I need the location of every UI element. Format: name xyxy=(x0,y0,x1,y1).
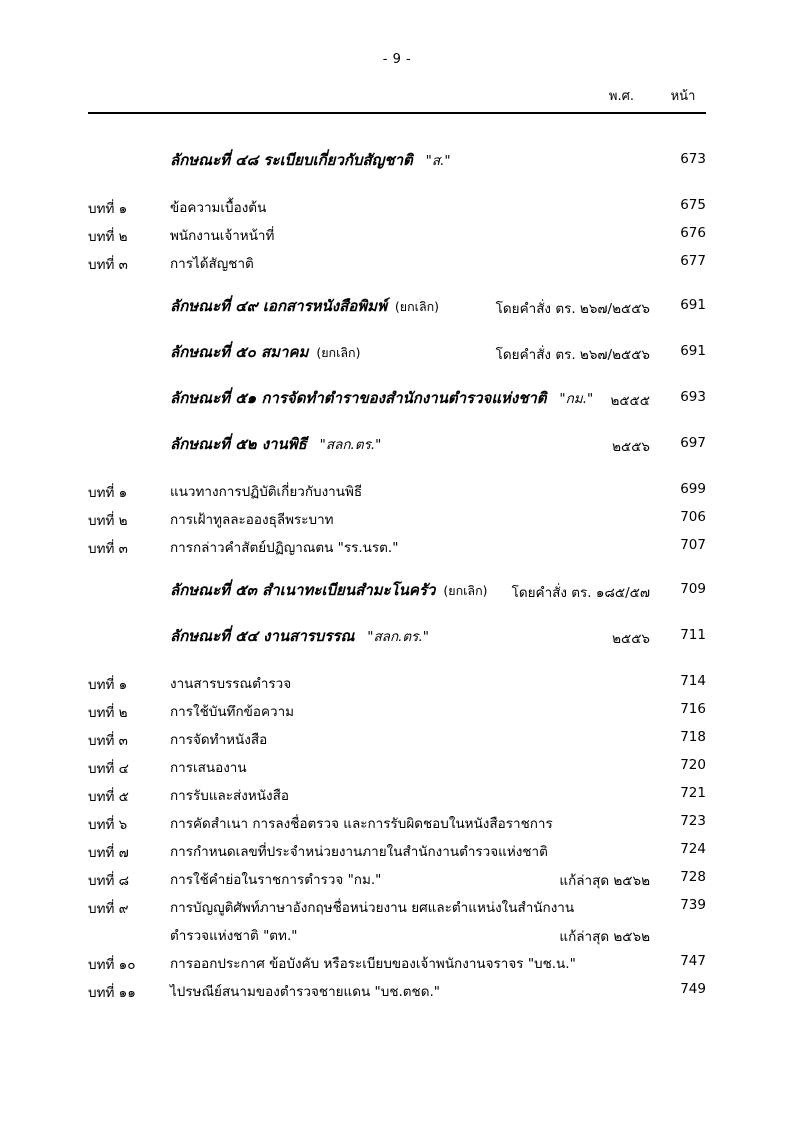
toc-section-title[interactable]: ลักษณะที่ ๔๙ เอกสารหนังสือพิมพ์ (ยกเลิก) xyxy=(170,297,440,315)
toc-section-row xyxy=(88,578,706,608)
toc-chapter-label: บทที่ ๑๑ xyxy=(88,985,136,1001)
toc-entry-page-number[interactable]: 677 xyxy=(680,253,706,269)
toc-entry-page-number[interactable]: 747 xyxy=(680,953,706,969)
toc-chapter-row xyxy=(88,670,706,698)
column-header-page: หน้า xyxy=(670,89,696,104)
header-divider-rule xyxy=(88,112,706,114)
toc-chapter-label: บทที่ ๕ xyxy=(88,789,129,805)
toc-chapter-label: บทที่ ๗ xyxy=(88,845,129,861)
toc-section-title[interactable]: ลักษณะที่ ๔๘ ระเบียบเกี่ยวกับสัญชาติ "ส." xyxy=(170,151,451,169)
column-headers xyxy=(88,85,706,105)
toc-chapter-label: บทที่ ๖ xyxy=(88,817,128,833)
toc-entry-page-number[interactable]: 714 xyxy=(680,673,706,689)
toc-entry-page-number[interactable]: 693 xyxy=(680,389,706,405)
toc-entry-title[interactable]: ข้อความเบื้องต้น xyxy=(170,200,267,216)
toc-entry-page-number[interactable]: 699 xyxy=(680,481,706,497)
toc-entry-page-number[interactable]: 707 xyxy=(680,537,706,553)
toc-entry-page-number[interactable]: 739 xyxy=(680,897,706,913)
toc-chapter-label: บทที่ ๒ xyxy=(88,229,128,245)
toc-chapter-row xyxy=(88,838,706,866)
toc-section-note: (ยกเลิก) xyxy=(435,583,488,598)
toc-entry-page-number[interactable]: 716 xyxy=(680,701,706,717)
page-folio-number: - 9 - xyxy=(382,52,412,67)
toc-entry-page-number[interactable]: 676 xyxy=(680,225,706,241)
toc-chapter-label: บทที่ ๙ xyxy=(88,901,129,917)
toc-section-row xyxy=(88,148,706,178)
toc-chapter-row xyxy=(88,726,706,754)
toc-chapter-row xyxy=(88,478,706,506)
toc-chapter-row xyxy=(88,950,706,978)
toc-section-row xyxy=(88,432,706,462)
toc-entry-page-number[interactable]: 723 xyxy=(680,813,706,829)
toc-section-abbreviation: "สลก.ตร." xyxy=(306,437,382,453)
toc-entry-title[interactable]: การจัดทำหนังสือ xyxy=(170,732,268,748)
toc-entry-page-number[interactable]: 691 xyxy=(680,343,706,359)
toc-entry-year: ๒๕๕๕ xyxy=(610,393,650,409)
toc-entry-year: ๒๕๕๖ xyxy=(612,439,650,455)
toc-entry-title[interactable]: การรับและส่งหนังสือ xyxy=(170,788,289,804)
toc-chapter-label: บทที่ ๓ xyxy=(88,257,128,273)
toc-entry-title[interactable]: การออกประกาศ ข้อบังคับ หรือระเบียบของเจ้าพนักงานจราจร "บช.น." xyxy=(170,956,576,972)
toc-section-abbreviation: "ส." xyxy=(412,153,451,169)
column-header-year: พ.ศ. xyxy=(608,89,634,104)
toc-section-note: (ยกเลิก) xyxy=(386,299,440,314)
toc-chapter-label: บทที่ ๘ xyxy=(88,873,130,889)
toc-entry-title[interactable]: การบัญญูติศัพท์ภาษาอังกฤษชื่อหน่วยงาน ยศและตำแหน่งในสำนักงาน xyxy=(170,900,575,916)
toc-entry-page-number[interactable]: 709 xyxy=(680,581,706,597)
toc-entry-title[interactable]: การใช้บันทึกข้อความ xyxy=(170,704,295,720)
toc-entry-title[interactable]: งานสารบรรณตำรวจ xyxy=(170,676,292,692)
toc-chapter-row xyxy=(88,506,706,534)
toc-entry-page-number[interactable]: 706 xyxy=(680,509,706,525)
toc-chapter-label: บทที่ ๑ xyxy=(88,485,128,501)
toc-entry-year: โดยคำสั่ง ตร. ๑๘๕/๕๗ xyxy=(511,585,650,601)
toc-entry-page-number[interactable]: 675 xyxy=(680,197,706,213)
toc-entry-year: โดยคำสั่ง ตร. ๒๖๗/๒๕๕๖ xyxy=(495,301,650,317)
toc-chapter-label: บทที่ ๒ xyxy=(88,513,128,529)
toc-entry-year: แก้ล่าสุด ๒๕๖๒ xyxy=(559,873,650,889)
toc-chapter-row xyxy=(88,782,706,810)
toc-continuation-row xyxy=(88,922,706,950)
toc-entry-title[interactable]: ตำรวจแห่งชาติ "ตท." xyxy=(170,928,298,944)
table-of-contents xyxy=(88,132,706,1006)
toc-chapter-row xyxy=(88,894,706,922)
toc-entry-page-number[interactable]: 697 xyxy=(680,435,706,451)
toc-section-title[interactable]: ลักษณะที่ ๕๒ งานพิธี "สลก.ตร." xyxy=(170,435,382,453)
toc-chapter-label: บทที่ ๒ xyxy=(88,705,128,721)
toc-entry-page-number[interactable]: 721 xyxy=(680,785,706,801)
toc-section-title[interactable]: ลักษณะที่ ๕๓ สำเนาทะเบียนสำมะโนครัว (ยกเลิก) xyxy=(170,581,488,599)
toc-entry-year: แก้ล่าสุด ๒๕๖๒ xyxy=(559,929,650,945)
toc-entry-page-number[interactable]: 711 xyxy=(680,627,706,643)
toc-chapter-label: บทที่ ๔ xyxy=(88,761,129,777)
toc-entry-page-number[interactable]: 720 xyxy=(680,757,706,773)
toc-chapter-label: บทที่ ๑ xyxy=(88,677,128,693)
toc-entry-page-number[interactable]: 718 xyxy=(680,729,706,745)
toc-entry-title[interactable]: การกล่าวคำสัตย์ปฏิญาณตน "รร.นรต." xyxy=(170,540,399,556)
toc-chapter-row xyxy=(88,810,706,838)
toc-section-note: (ยกเลิก) xyxy=(308,345,361,360)
toc-entry-title[interactable]: การกำหนดเลขที่ประจำหน่วยงานภายในสำนักงานตำรวจแห่งชาติ xyxy=(170,844,548,860)
toc-entry-title[interactable]: การได้สัญชาติ xyxy=(170,256,254,272)
toc-section-row xyxy=(88,340,706,370)
toc-chapter-label: บทที่ ๑๐ xyxy=(88,957,136,973)
toc-chapter-row xyxy=(88,754,706,782)
toc-chapter-label: บทที่ ๓ xyxy=(88,541,128,557)
toc-section-abbreviation: "สลก.ตร." xyxy=(354,629,429,645)
toc-entry-page-number[interactable]: 724 xyxy=(680,841,706,857)
toc-entry-title[interactable]: การคัดสำเนา การลงชื่อตรวจ และการรับผิดชอบในหนังสือราชการ xyxy=(170,816,553,832)
toc-entry-page-number[interactable]: 691 xyxy=(680,297,706,313)
toc-chapter-row xyxy=(88,698,706,726)
toc-chapter-row xyxy=(88,978,706,1006)
toc-section-title[interactable]: ลักษณะที่ ๕๑ การจัดทำตำราของสำนักงานตำรวจแห่งชาติ "กม." xyxy=(170,389,594,407)
toc-chapter-row xyxy=(88,534,706,562)
toc-section-row xyxy=(88,294,706,324)
toc-chapter-row xyxy=(88,250,706,278)
toc-section-title[interactable]: ลักษณะที่ ๕๐ สมาคม (ยกเลิก) xyxy=(170,343,361,361)
toc-entry-page-number[interactable]: 749 xyxy=(680,981,706,997)
toc-chapter-label: บทที่ ๑ xyxy=(88,201,128,217)
toc-chapter-row xyxy=(88,866,706,894)
toc-entry-page-number[interactable]: 728 xyxy=(680,869,706,885)
toc-entry-year: โดยคำสั่ง ตร. ๒๖๗/๒๕๕๖ xyxy=(495,347,650,363)
toc-section-title[interactable]: ลักษณะที่ ๕๔ งานสารบรรณ "สลก.ตร." xyxy=(170,627,429,645)
toc-section-row xyxy=(88,624,706,654)
toc-entry-title[interactable]: การเฝ้าทูลละอองธุลีพระบาท xyxy=(170,512,334,528)
toc-chapter-row xyxy=(88,222,706,250)
toc-section-abbreviation: "กม." xyxy=(546,391,594,407)
toc-entry-page-number[interactable]: 673 xyxy=(680,151,706,167)
toc-entry-title[interactable]: ไปรษณีย์สนามของตำรวจชายแดน "บช.ตชด." xyxy=(170,984,440,1000)
toc-entry-title[interactable]: การเสนองาน xyxy=(170,760,247,776)
toc-entry-year: ๒๕๕๖ xyxy=(612,631,650,647)
toc-entry-title[interactable]: การใช้คำย่อในราชการตำรวจ "กม." xyxy=(170,872,382,888)
toc-chapter-label: บทที่ ๓ xyxy=(88,733,128,749)
toc-section-row xyxy=(88,386,706,416)
toc-entry-title[interactable]: พนักงานเจ้าหน้าที่ xyxy=(170,228,275,244)
toc-chapter-row xyxy=(88,194,706,222)
toc-entry-title[interactable]: แนวทางการปฏิบัติเกี่ยวกับงานพิธี xyxy=(170,484,363,500)
